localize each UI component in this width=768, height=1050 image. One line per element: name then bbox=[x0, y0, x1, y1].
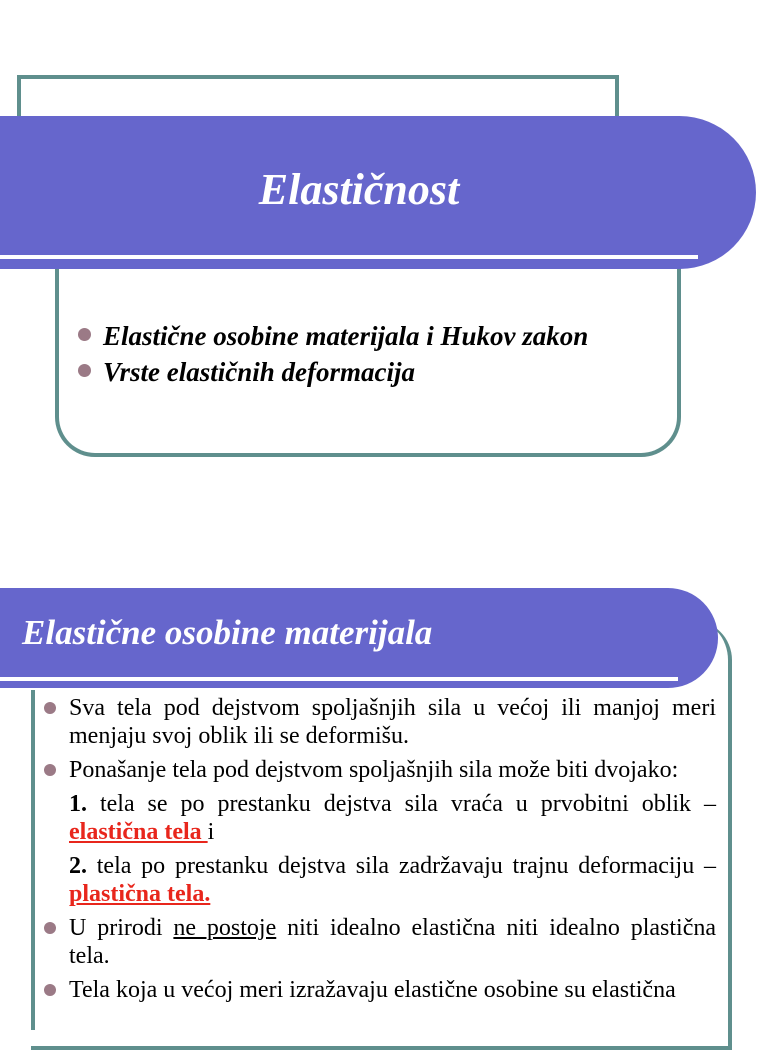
bullet-dot-icon bbox=[78, 328, 91, 341]
content-slide-frame-left bbox=[31, 690, 35, 1030]
content-slide-heading: Elastične osobine materijala bbox=[22, 613, 433, 652]
bullet-dot-icon bbox=[44, 922, 56, 934]
title-slide-banner-line bbox=[0, 255, 698, 259]
bullet-dot-icon bbox=[44, 702, 56, 714]
bullet-dot-icon bbox=[44, 764, 56, 776]
list-item: U prirodi ne postoje niti idealno elastična niti idealno plastična tela. bbox=[44, 914, 716, 970]
content-slide-body bbox=[44, 694, 716, 1010]
title-slide-bullet: Elastične osobine materijala i Hukov zakon bbox=[78, 318, 678, 354]
bullet-dot-icon bbox=[78, 364, 91, 377]
title-slide-bullet: Vrste elastičnih deformacija bbox=[78, 354, 678, 390]
content-slide-banner-line bbox=[0, 677, 678, 681]
sub-item-plastic: 2. tela po prestanku dejstva sila zadržavaju trajnu deformaciju – plastična tela. bbox=[69, 853, 716, 907]
bullet-dot-icon bbox=[44, 984, 56, 996]
title-slide-bullet-list bbox=[78, 318, 678, 390]
list-item: Sva tela pod dejstvom spoljašnjih sila u većoj ili manjoj meri menjaju svoj oblik ili se deformišu. bbox=[44, 694, 716, 750]
sub-item-elastic: 1. tela se po prestanku dejstva sila vraća u prvobitni oblik – elastična tela i bbox=[69, 791, 716, 845]
list-item: Ponašanje tela pod dejstvom spoljašnjih sila može biti dvojako: bbox=[44, 756, 716, 784]
title-slide-heading: Elastičnost bbox=[258, 165, 460, 214]
list-item: Tela koja u većoj meri izražavaju elastične osobine su elastična bbox=[44, 976, 716, 1004]
